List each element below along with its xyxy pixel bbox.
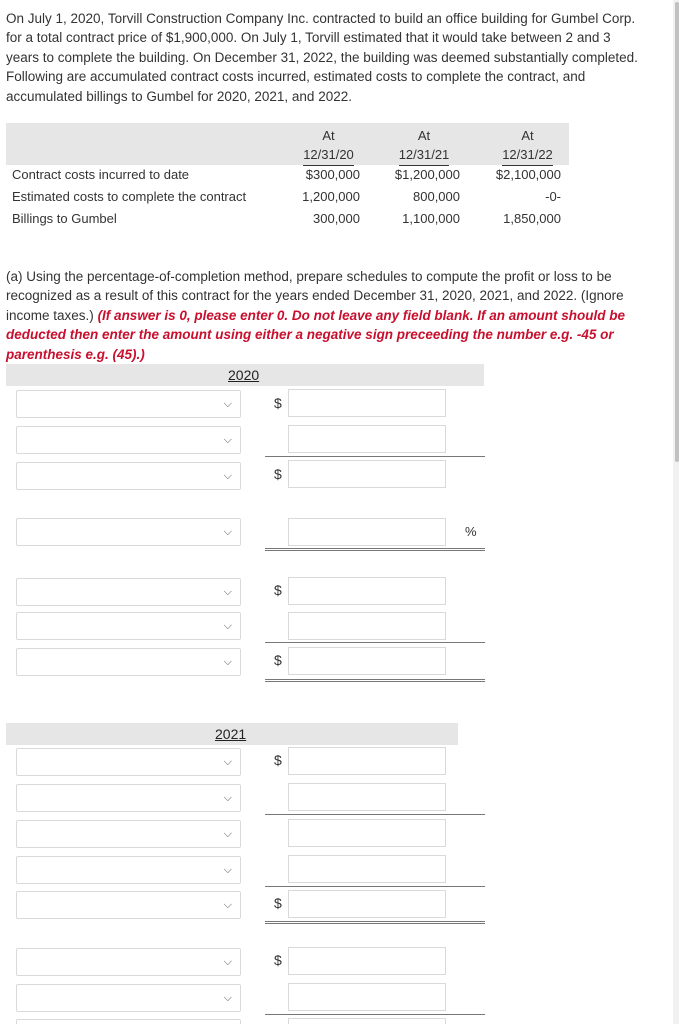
dollar-sign: $ [274,395,282,411]
percent-sign: % [465,524,477,539]
amount-input[interactable] [288,947,446,975]
amount-input[interactable] [288,783,446,811]
line-item-dropdown[interactable] [16,390,241,418]
table-cell: 1,200,000 [302,189,360,204]
chevron-down-icon: ⌵ [223,434,232,446]
intro-text: On July 1, 2020, Torvill Construction Company Inc. contracted to build an office building for Gumbel Corp. for a total contract price of $1,900,000. On July 1, Torvill estimated that it would take between 2 and 3 years to complete the building. On December 31, 2022, the building was deemed substantially completed. Following are accumulated contract costs incurred, estimated costs to complete the contract, and accumulated billings to Gumbel for 2020, 2021, and 2022. [6,11,638,104]
line-item-dropdown[interactable] [16,784,241,812]
dollar-sign: $ [274,752,282,768]
line-item-dropdown[interactable] [16,748,241,776]
problem-statement [6,9,646,106]
column-header-2020: At 12/31/20 [296,126,361,166]
year-label-2021: 2021 [215,726,247,742]
scrollbar-thumb[interactable] [675,2,679,462]
column-header-2021: At 12/31/21 [389,126,459,166]
chevron-down-icon: ⌵ [223,526,232,538]
question-instructions [6,267,646,364]
line-item-dropdown[interactable] [16,820,241,848]
chevron-down-icon: ⌵ [223,756,232,768]
dollar-sign: $ [274,895,282,911]
line-item-dropdown[interactable] [16,648,241,676]
chevron-down-icon: ⌵ [223,470,232,482]
line-item-dropdown[interactable] [16,578,241,606]
amount-input[interactable] [288,577,446,605]
line-item-dropdown[interactable] [16,891,241,919]
table-cell: 1,850,000 [503,211,561,226]
chevron-down-icon: ⌵ [223,792,232,804]
subtotal-line [265,642,485,643]
line-item-dropdown[interactable] [16,518,241,546]
chevron-down-icon: ⌵ [223,992,232,1004]
total-double-line [265,679,485,682]
amount-input[interactable] [288,425,446,453]
table-header-band [6,123,569,165]
row-label-estimated-costs: Estimated costs to complete the contract [12,189,247,204]
table-cell: 300,000 [313,211,360,226]
table-cell: $1,200,000 [394,167,460,182]
amount-input[interactable] [288,389,446,417]
instructions-warning: (If answer is 0, please enter 0. Do not leave any field blank. If an amount should be deducted then enter the amount using either a negative sign preceeding the number e.g. -45 or parenthesis e.g. (45).) [6,307,625,362]
chevron-down-icon: ⌵ [223,864,232,876]
amount-input[interactable] [288,983,446,1011]
dollar-sign: $ [274,952,282,968]
table-cell: 1,100,000 [402,211,460,226]
row-label-billings: Billings to Gumbel [12,211,117,226]
percent-input[interactable] [288,518,446,546]
line-item-dropdown[interactable] [16,1019,241,1024]
chevron-down-icon: ⌵ [223,956,232,968]
total-double-line [265,548,485,551]
amount-input[interactable] [288,460,446,488]
chevron-down-icon: ⌵ [223,586,232,598]
subtotal-line [265,886,485,887]
instructions-text: (a) Using the percentage-of-completion method, prepare schedules to compute the profit or loss to be recognized as a result of this contract for the years ended December 31, 2020, 2021, and 2022. (Ignore income taxes.) [6,269,624,323]
line-item-dropdown[interactable] [16,612,241,640]
line-item-dropdown[interactable] [16,426,241,454]
chevron-down-icon: ⌵ [223,620,232,632]
subtotal-line [265,814,485,815]
total-double-line [265,921,485,924]
line-item-dropdown[interactable] [16,856,241,884]
chevron-down-icon: ⌵ [223,398,232,410]
scrollbar[interactable] [673,0,679,1024]
subtotal-line [265,456,485,457]
table-cell: 800,000 [413,189,460,204]
line-item-dropdown[interactable] [16,948,241,976]
table-cell: -0- [545,189,561,204]
line-item-dropdown[interactable] [16,984,241,1012]
table-cell: $2,100,000 [495,167,561,182]
chevron-down-icon: ⌵ [223,828,232,840]
column-header-2022: At 12/31/22 [490,126,565,166]
amount-input[interactable] [288,890,446,918]
amount-input[interactable] [288,819,446,847]
dollar-sign: $ [274,652,282,668]
dollar-sign: $ [274,582,282,598]
table-cell: $300,000 [305,167,360,182]
chevron-down-icon: ⌵ [223,899,232,911]
subtotal-line [265,1014,485,1015]
amount-input[interactable] [288,747,446,775]
line-item-dropdown[interactable] [16,462,241,490]
row-label-costs-incurred: Contract costs incurred to date [12,167,190,182]
amount-input[interactable] [288,855,446,883]
year-label-2020: 2020 [228,367,260,383]
amount-input[interactable] [288,612,446,640]
amount-input[interactable] [288,1018,446,1024]
amount-input[interactable] [288,647,446,675]
chevron-down-icon: ⌵ [223,656,232,668]
dollar-sign: $ [274,466,282,482]
